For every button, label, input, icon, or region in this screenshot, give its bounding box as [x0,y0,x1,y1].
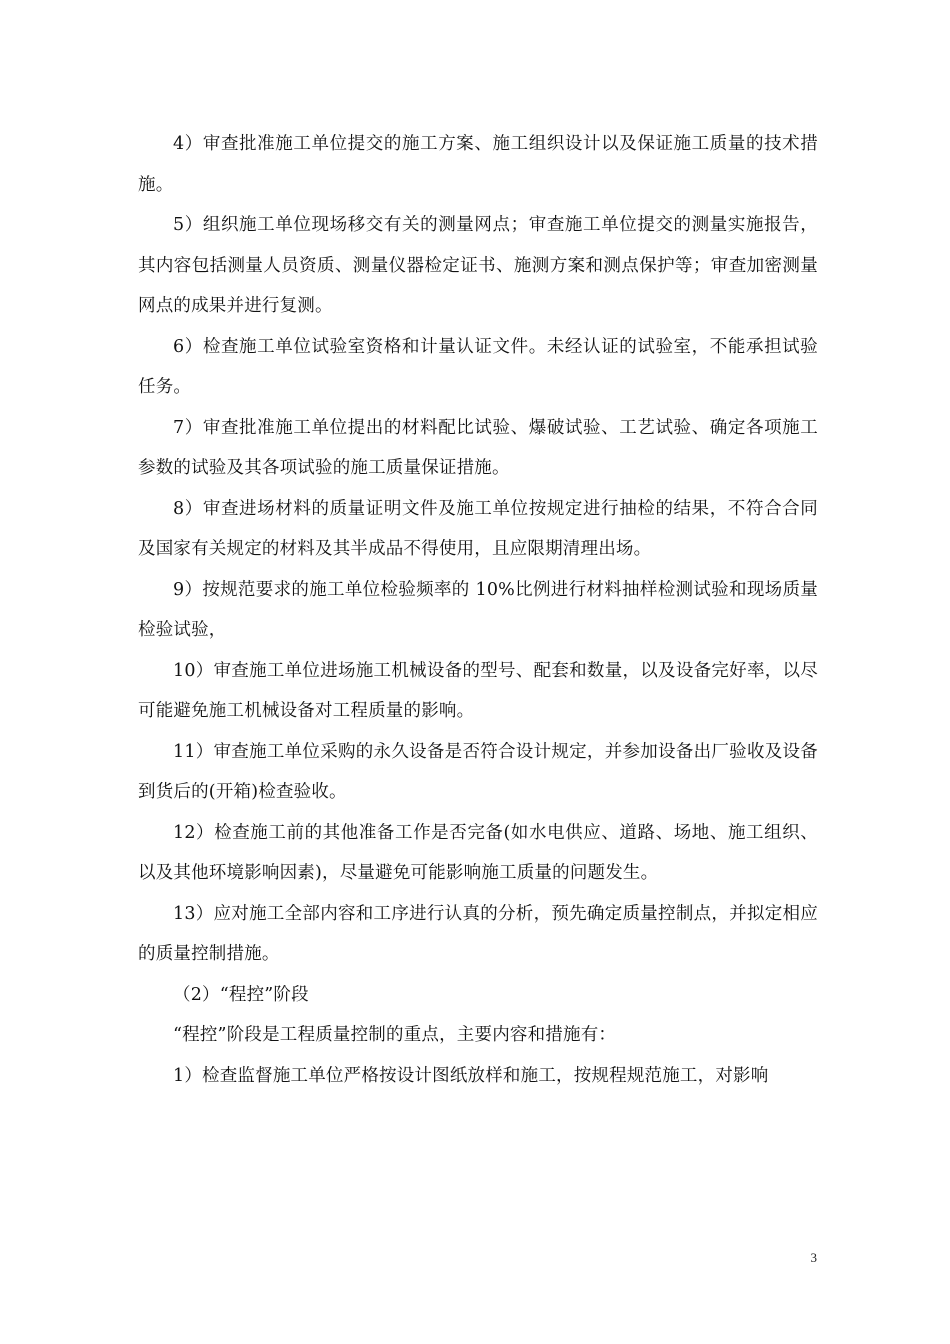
paragraph-item-7: 7）审查批准施工单位提出的材料配比试验、爆破试验、工艺试验、确定各项施工参数的试验及其各项试验的施工质量保证措施。 [138,417,818,478]
paragraph-item-6: 6）检查施工单位试验室资格和计量认证文件。未经认证的试验室，不能承担试验任务。 [138,336,818,397]
paragraph-item-5: 5）组织施工单位现场移交有关的测量网点；审查施工单位提交的测量实施报告，其内容包括测量人员资质、测量仪器检定证书、施测方案和测点保护等；审查加密测量网点的成果并进行复测。 [138,215,818,316]
section-heading: （2）“程控”阶段 [173,984,309,1005]
document-body [138,124,818,1096]
page-number: 3 [810,1250,817,1265]
paragraph-item-9: 9）按规范要求的施工单位检验频率的 10%比例进行材料抽样检测试验和现场质量检验试验， [138,579,818,640]
paragraph-item-12: 12）检查施工前的其他准备工作是否完备(如水电供应、道路、场地、施工组织、以及其他环境影响因素)，尽量避免可能影响施工质量的问题发生。 [138,822,818,883]
paragraph-item-4: 4）审查批准施工单位提交的施工方案、施工组织设计以及保证施工质量的技术措施。 [138,134,818,195]
paragraph-item-13: 13）应对施工全部内容和工序进行认真的分析，预先确定质量控制点，并拟定相应的质量控制措施。 [138,903,818,964]
paragraph-item-1: 1）检查监督施工单位严格按设计图纸放样和施工，按规程规范施工，对影响 [173,1065,769,1086]
paragraph-item-11: 11）审查施工单位采购的永久设备是否符合设计规定，并参加设备出厂验收及设备到货后的(开箱)检查验收。 [138,741,818,802]
section-intro: “程控”阶段是工程质量控制的重点，主要内容和措施有： [173,1025,617,1045]
paragraph-item-8: 8）审查进场材料的质量证明文件及施工单位按规定进行抽检的结果，不符合合同及国家有关规定的材料及其半成品不得使用，且应限期清理出场。 [138,498,818,559]
paragraph-item-10: 10）审查施工单位进场施工机械设备的型号、配套和数量，以及设备完好率，以尽可能避免施工机械设备对工程质量的影响。 [138,660,818,721]
